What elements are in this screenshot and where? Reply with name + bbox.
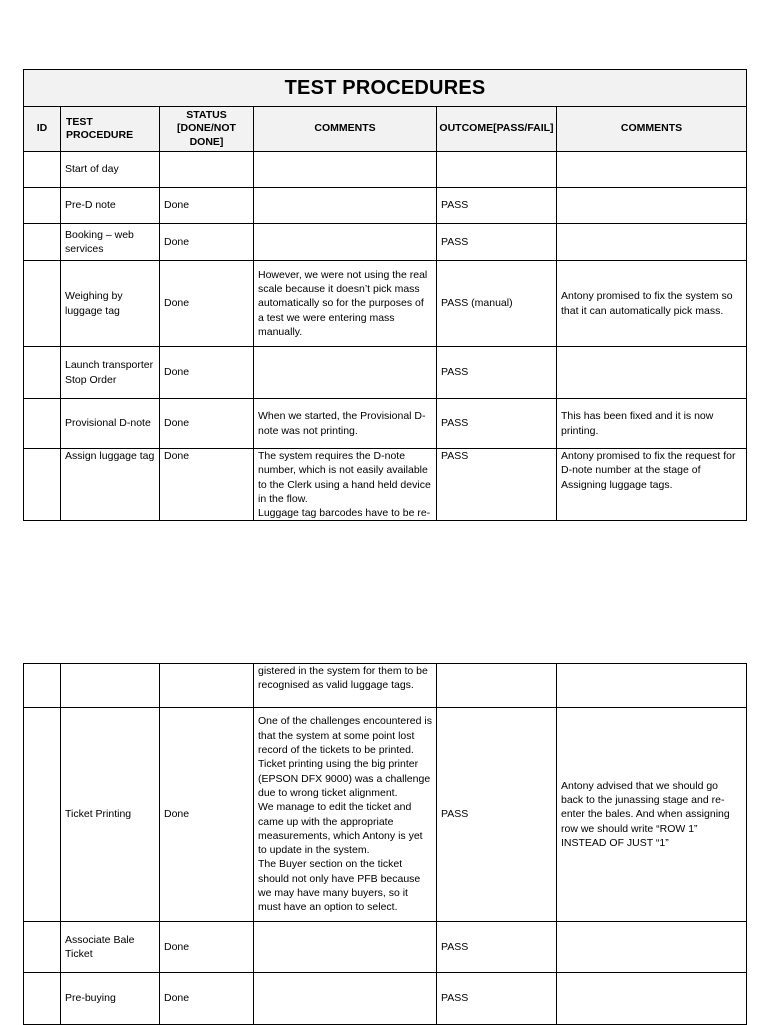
cell-id: [24, 224, 61, 261]
table-row: [24, 261, 747, 347]
cell-comments: When we started, the Provisional D-note was not printing.: [254, 399, 437, 449]
cell-outcome: PASS: [437, 188, 557, 224]
cell-status: [160, 152, 254, 188]
cell-comments: [254, 188, 437, 224]
header-outcome: OUTCOME[PASS/FAIL]: [437, 107, 557, 152]
table-row: [24, 664, 747, 708]
cell-id: [24, 347, 61, 399]
cell-status: Done: [160, 224, 254, 261]
cell-procedure: Pre-D note: [61, 188, 160, 224]
cell-comments-2: [557, 664, 747, 708]
cell-id: [24, 973, 61, 1025]
cell-id: [24, 664, 61, 708]
cell-outcome: PASS: [437, 708, 557, 922]
cell-comments-2: [557, 188, 747, 224]
table-row: [24, 347, 747, 399]
cell-procedure: Associate Bale Ticket: [61, 922, 160, 973]
cell-status: [160, 664, 254, 708]
cell-status: Done: [160, 973, 254, 1025]
cell-comments-2: [557, 152, 747, 188]
cell-comments: [254, 922, 437, 973]
cell-id: [24, 261, 61, 347]
cell-status: Done: [160, 449, 254, 521]
table-row: [24, 449, 747, 521]
cell-status: Done: [160, 261, 254, 347]
cell-comments-2: [557, 224, 747, 261]
cell-id: [24, 922, 61, 973]
cell-outcome: PASS: [437, 922, 557, 973]
cell-outcome: PASS: [437, 449, 557, 521]
cell-status: Done: [160, 922, 254, 973]
cell-comments: [254, 224, 437, 261]
cell-comments: The system requires the D-note number, which is not easily available to the Clerk using a hand held device in the flow. Luggage tag barcodes have to be re-: [254, 449, 437, 521]
cell-comments: [254, 347, 437, 399]
table-row: [24, 922, 747, 973]
header-row: [24, 107, 747, 152]
table-title: TEST PROCEDURES: [24, 70, 747, 107]
cell-status: Done: [160, 708, 254, 922]
cell-id: [24, 449, 61, 521]
cell-outcome: PASS: [437, 973, 557, 1025]
table-row: [24, 708, 747, 922]
cell-status: Done: [160, 188, 254, 224]
header-id: ID: [24, 107, 61, 152]
cell-comments-2: [557, 922, 747, 973]
cell-procedure: Booking – web services: [61, 224, 160, 261]
cell-comments-2: Antony promised to fix the request for D-note number at the stage of Assigning luggage tags.: [557, 449, 747, 521]
cell-outcome: PASS: [437, 399, 557, 449]
cell-procedure: Provisional D-note: [61, 399, 160, 449]
cell-outcome: [437, 664, 557, 708]
cell-id: [24, 152, 61, 188]
cell-comments-2: Antony advised that we should go back to the junassing stage and re-enter the bales. And when assigning row we should write “ROW 1” INSTEAD OF JUST “1”: [557, 708, 747, 922]
cell-status: Done: [160, 347, 254, 399]
cell-procedure: Weighing by luggage tag: [61, 261, 160, 347]
cell-procedure: Start of day: [61, 152, 160, 188]
cell-outcome: PASS: [437, 347, 557, 399]
cell-procedure: [61, 664, 160, 708]
header-comments: COMMENTS: [254, 107, 437, 152]
cell-outcome: [437, 152, 557, 188]
cell-comments-2: [557, 973, 747, 1025]
cell-status: Done: [160, 399, 254, 449]
cell-outcome: PASS: [437, 224, 557, 261]
header-comments-2: COMMENTS: [557, 107, 747, 152]
cell-comments: [254, 973, 437, 1025]
table-row: [24, 973, 747, 1025]
cell-comments-2: Antony promised to fix the system so that it can automatically pick mass.: [557, 261, 747, 347]
cell-comments: However, we were not using the real scale because it doesn’t pick mass automatically so for the purposes of a test we were entering mass manually.: [254, 261, 437, 347]
cell-procedure: Ticket Printing: [61, 708, 160, 922]
cell-procedure: Assign luggage tag: [61, 449, 160, 521]
cell-id: [24, 399, 61, 449]
header-status: STATUS [DONE/NOT DONE]: [160, 107, 254, 152]
cell-comments: [254, 152, 437, 188]
cell-comments-2: This has been fixed and it is now printing.: [557, 399, 747, 449]
test-procedures-table-part-1: [23, 69, 747, 521]
table-row: [24, 188, 747, 224]
cell-id: [24, 708, 61, 922]
cell-comments-2: [557, 347, 747, 399]
test-procedures-table-part-2: [23, 663, 747, 1025]
table-row: [24, 399, 747, 449]
cell-comments: One of the challenges encountered is that the system at some point lost record of the tickets to be printed. Ticket printing using the big printer (EPSON DFX 9000) was a challenge due to wrong ticket alignment. We manage to edit the ticket and came up with the appropriate measurements, which Antony is yet to update in the system. The Buyer section on the ticket should not only have PFB because we may have many buyers, so it must have an option to select.: [254, 708, 437, 922]
cell-outcome: PASS (manual): [437, 261, 557, 347]
test-procedures-table: [23, 69, 747, 521]
cell-procedure: Launch transporter Stop Order: [61, 347, 160, 399]
test-procedures-table-continued: [23, 663, 747, 1025]
header-test-procedure: TEST PROCEDURE: [61, 107, 160, 152]
cell-procedure: Pre-buying: [61, 973, 160, 1025]
cell-id: [24, 188, 61, 224]
table-row: [24, 224, 747, 261]
cell-comments: gistered in the system for them to be recognised as valid luggage tags.: [254, 664, 437, 708]
table-row: [24, 152, 747, 188]
